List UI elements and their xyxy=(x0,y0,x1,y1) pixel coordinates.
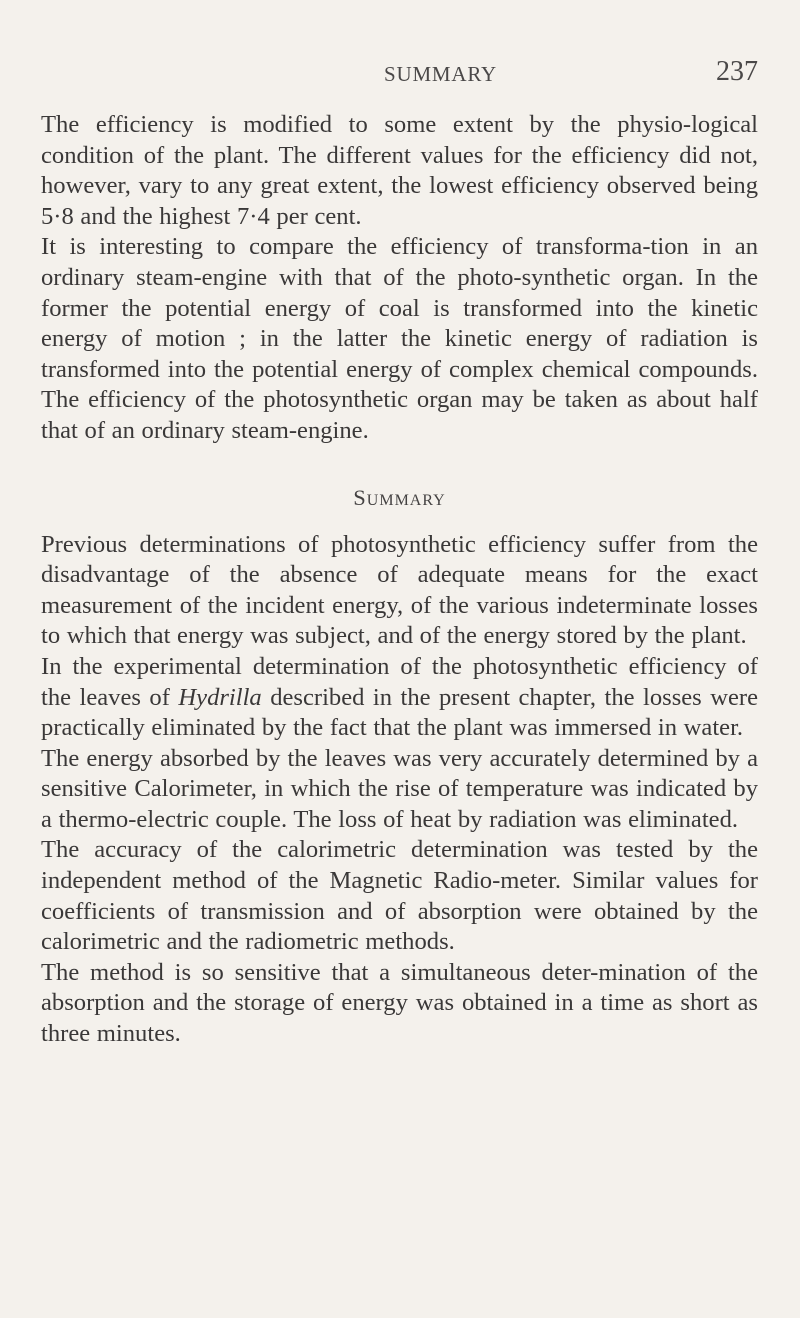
hydrilla-italic-term: Hydrilla xyxy=(178,683,262,711)
summary-paragraph-calorimeter: The energy absorbed by the leaves was very accurately determined by a sensitive Calorimeter, in which the rise of temperature was indicated by a thermo-electric couple. The loss of heat by radiation was eliminated. xyxy=(41,744,758,833)
page-number: 237 xyxy=(716,56,758,87)
summary-paragraph-previous-determinations: Previous determinations of photosynthetic efficiency suffer from the disadvantage of the absence of adequate means for the exact measurement of the incident energy, of the various indeterminate losses to which that energy was subject, and of the energy stored by the plant. xyxy=(41,530,758,650)
summary-paragraph-hydrilla-text-before: In the experimental determination of the photosynthetic efficiency of the leaves of xyxy=(41,652,758,711)
summary-paragraph-sensitivity: The method is so sensitive that a simultaneous deter-mination of the absorption and the storage of energy was obtained in a time as short as three minutes. xyxy=(41,958,758,1048)
summary-paragraph-hydrilla-text-after: described in the present chapter, the losses were practically eliminated by the fact that the plant was immersed in water. xyxy=(41,683,758,742)
running-head xyxy=(41,56,758,96)
paragraph-steam-engine-comparison: It is interesting to compare the efficiency of transforma-tion in an ordinary steam-engine with that of the photo-synthetic organ. In the former the potential energy of coal is transformed into the kinetic energy of motion ; in the latter the kinetic energy of radiation is transformed into the potential energy of complex chemical compounds. The efficiency of the photosynthetic organ may be taken as about half that of an ordinary steam-engine. xyxy=(41,233,758,444)
paragraph-efficiency-variation: The efficiency is modified to some extent by the physio-logical condition of the plant. The different values for the efficiency did not, however, vary to any great extent, the lowest efficiency observed being 5·8 and the highest 7·4 per cent. xyxy=(41,111,758,230)
section-heading-summary: Summary xyxy=(353,484,446,510)
running-head-title: SUMMARY xyxy=(384,62,497,86)
book-page xyxy=(41,56,758,1050)
summary-paragraph-hydrilla-experiment xyxy=(41,652,758,744)
summary-paragraph-radiometer: The accuracy of the calorimetric determination was tested by the independent method of the Magnetic Radio-meter. Similar values for coefficients of transmission and of absorption were obtained by the calorimetric and the radiometric methods. xyxy=(41,836,758,956)
